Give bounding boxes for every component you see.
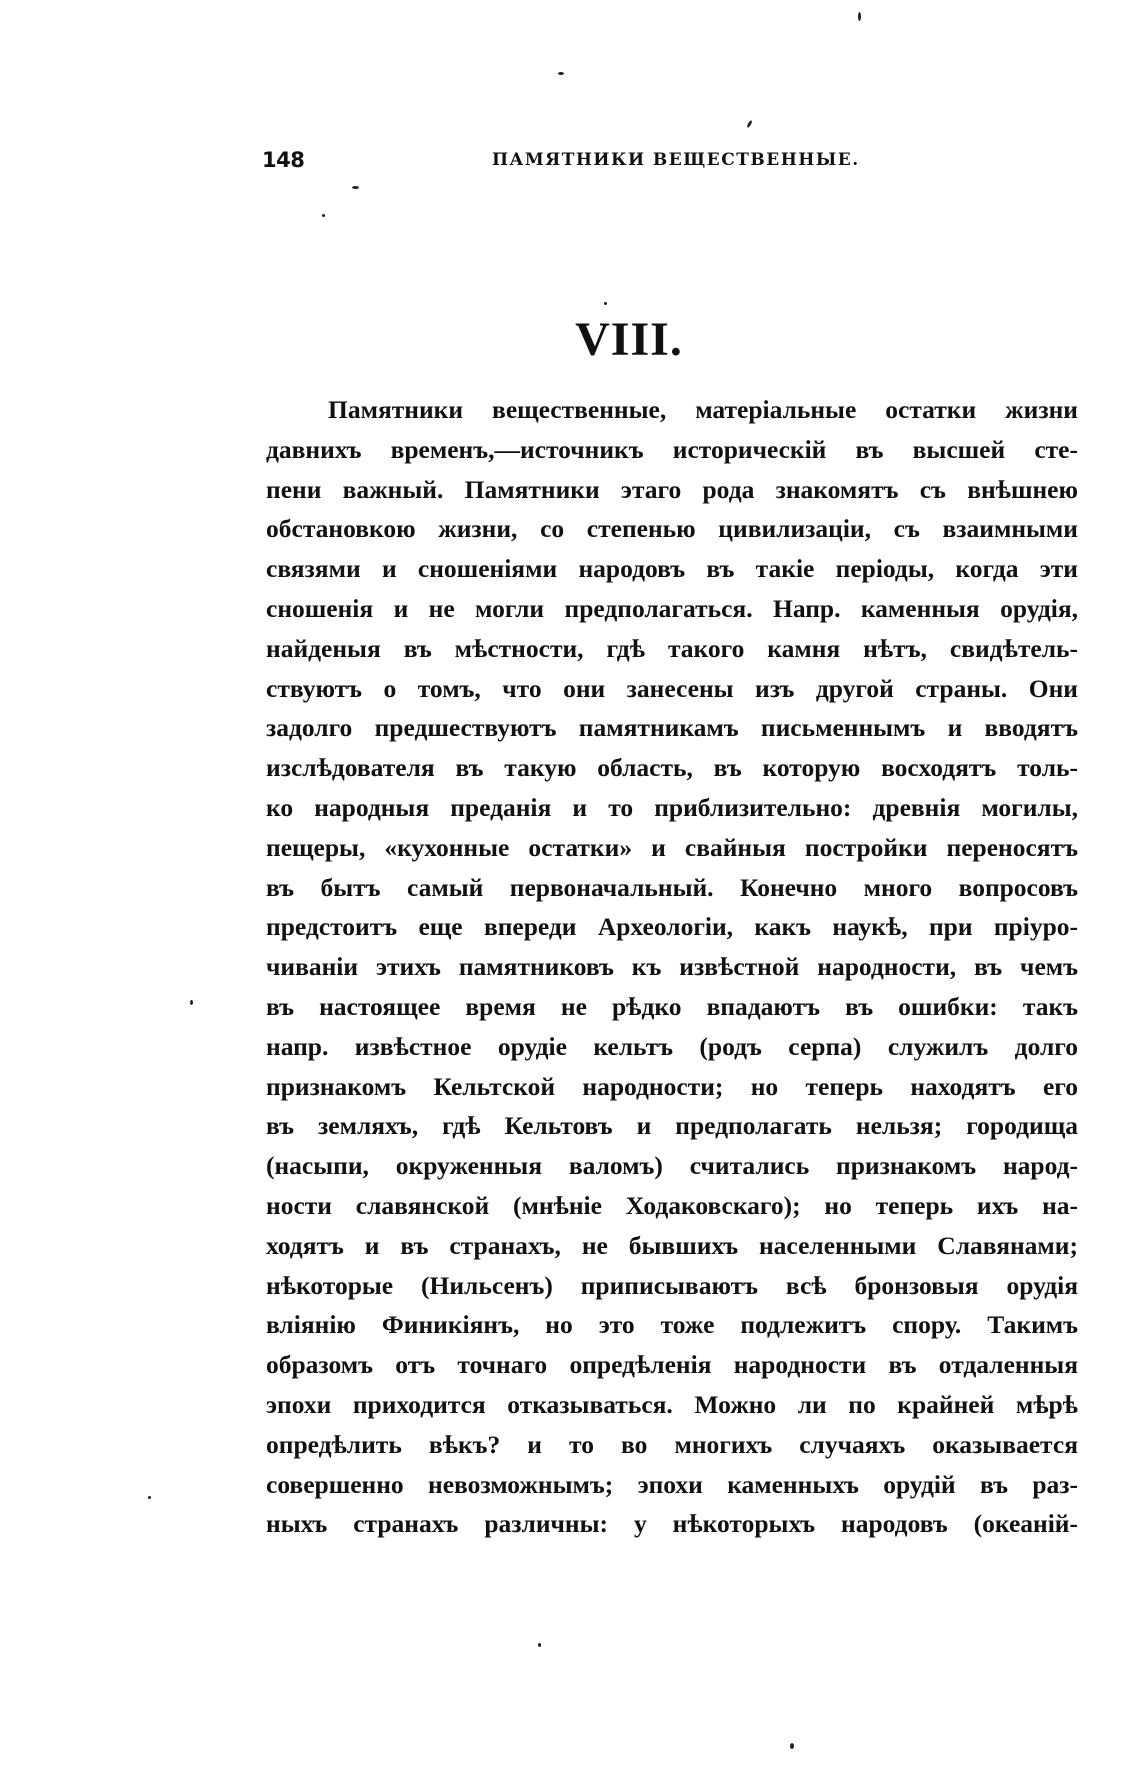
text-line: пени важный. Памятники этаго рода знакомятъ съ внѣшнею xyxy=(266,474,1078,504)
text-line: въ настоящее время не рѣдко впадаютъ въ ошибки: такъ xyxy=(266,991,1078,1021)
text-line: (насыпи, окруженныя валомъ) считались признакомъ народ- xyxy=(266,1151,1078,1181)
text-line: напр. извѣстное орудіе кельтъ (родъ серпа) служилъ долго xyxy=(266,1031,1078,1061)
text-line: давнихъ временъ,—источникъ историческій въ высшей сте- xyxy=(266,434,1078,464)
text-line: найденыя въ мѣстности, гдѣ такого камня нѣтъ, свидѣтель- xyxy=(266,633,1078,663)
text-line: совершенно невозможнымъ; эпохи каменныхъ орудій въ раз- xyxy=(266,1469,1078,1499)
scan-speck xyxy=(322,214,325,217)
text-line: въ земляхъ, гдѣ Кельтовъ и предполагать нельзя; городища xyxy=(266,1111,1078,1141)
text-line: опредѣлить вѣкъ? и то во многихъ случаяхъ оказывается xyxy=(266,1429,1078,1459)
section-heading: VIII. xyxy=(575,313,683,366)
text-line: ко народныя преданія и то приблизительно: древнія могилы, xyxy=(266,792,1078,822)
text-line: ходятъ и въ странахъ, не бывшихъ населенными Славянами; xyxy=(266,1230,1078,1260)
body-text xyxy=(266,390,1078,1544)
text-line: Памятники вещественные, матеріальные остатки жизни xyxy=(328,395,1078,424)
text-line: эпохи приходится отказываться. Можно ли по крайней мѣрѣ xyxy=(266,1389,1078,1419)
scan-speck xyxy=(746,120,753,128)
text-line: въ бытъ самый первоначальный. Конечно много вопросовъ xyxy=(266,872,1078,902)
scan-speck xyxy=(790,1743,794,1749)
scan-speck xyxy=(538,1643,541,1647)
running-title: ПАМЯТНИКИ ВЕЩЕСТВЕННЫЕ. xyxy=(492,150,860,170)
scan-speck xyxy=(352,186,359,189)
running-head xyxy=(262,148,860,178)
text-line: ности славянской (мнѣніе Ходаковскаго); но теперь ихъ на- xyxy=(266,1190,1078,1220)
text-line: чиваніи этихъ памятниковъ къ извѣстной народности, въ чемъ xyxy=(266,952,1078,982)
text-line: признакомъ Кельтской народности; но теперь находятъ его xyxy=(266,1071,1078,1101)
text-line: пещеры, «кухонные остатки» и свайныя постройки переносятъ xyxy=(266,832,1078,862)
scan-speck xyxy=(604,302,607,305)
text-line: обстановкою жизни, со степенью цивилизаціи, съ взаимными xyxy=(266,514,1078,544)
scan-speck xyxy=(858,12,861,21)
text-line: задолго предшествуютъ памятникамъ письменнымъ и вводятъ xyxy=(266,713,1078,743)
text-line: ствуютъ о томъ, что они занесены изъ другой страны. Они xyxy=(266,673,1078,703)
text-line: изслѣдователя въ такую область, въ которую восходятъ толь- xyxy=(266,753,1078,783)
text-line: связями и сношеніями народовъ въ такіе періоды, когда эти xyxy=(266,554,1078,584)
text-line: нѣкоторые (Нильсенъ) приписываютъ всѣ бронзовыя орудія xyxy=(266,1270,1078,1300)
page-number: 148 xyxy=(262,148,305,172)
scan-speck xyxy=(190,1000,193,1005)
text-line: вліянію Финикіянъ, но это тоже подлежитъ спору. Такимъ xyxy=(266,1310,1078,1340)
text-line: ныхъ странахъ различны: у нѣкоторыхъ народовъ (океаній- xyxy=(266,1509,1078,1539)
scan-speck xyxy=(558,72,564,75)
text-line: сношенія и не могли предполагаться. Напр. каменныя орудія, xyxy=(266,593,1078,623)
text-line: предстоитъ еще впереди Археологіи, какъ наукѣ, при пріуро- xyxy=(266,912,1078,942)
scan-speck xyxy=(148,1496,151,1499)
text-line: образомъ отъ точнаго опредѣленія народности въ отдаленныя xyxy=(266,1350,1078,1380)
